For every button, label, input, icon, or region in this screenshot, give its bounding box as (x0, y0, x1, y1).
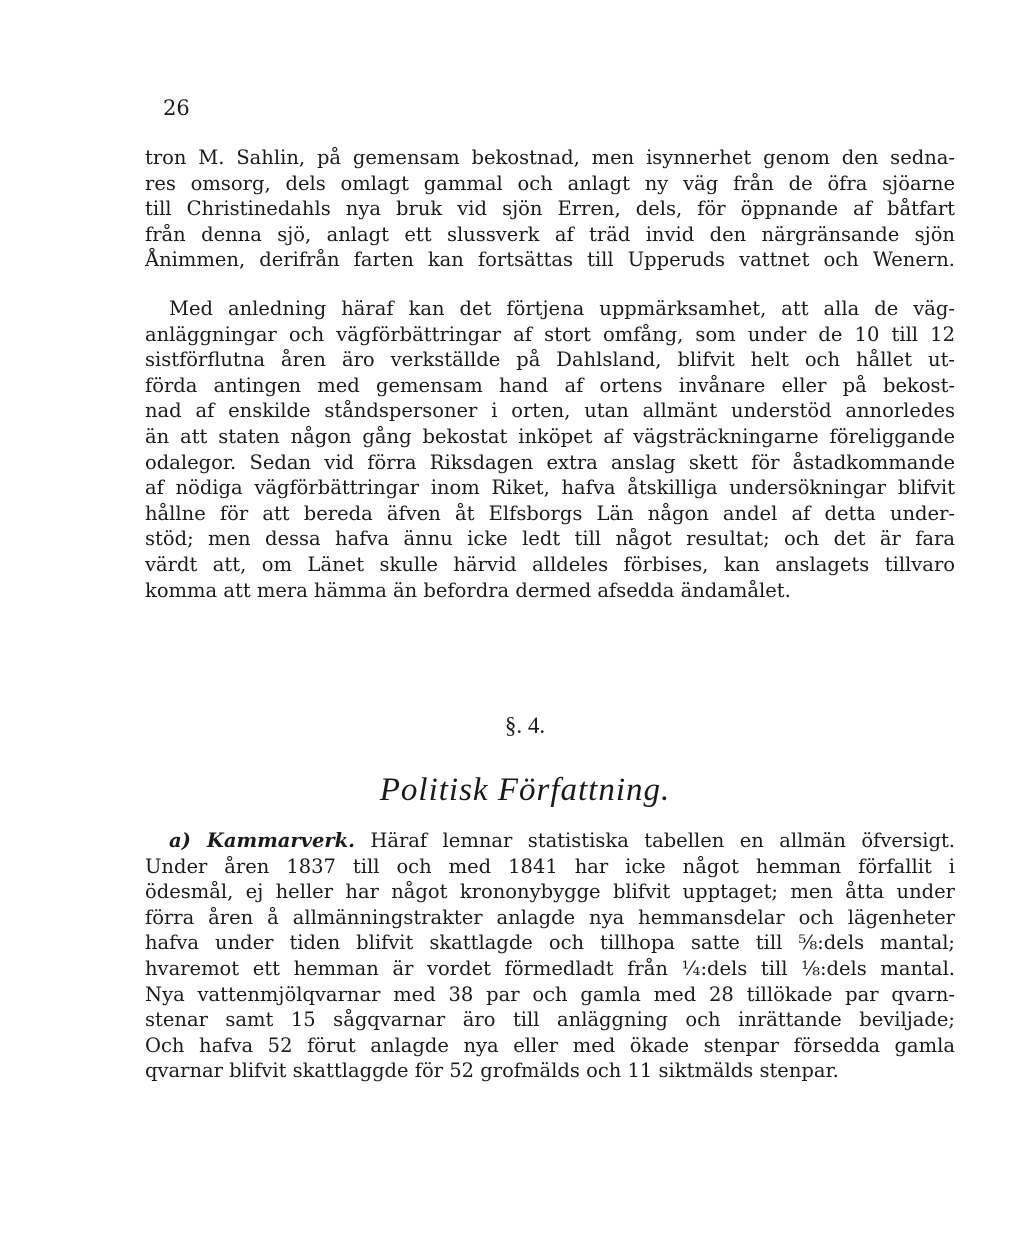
text-line: res omsorg, dels omlagt gammal och anlagt ny väg från de öfra sjöarne (145, 171, 955, 195)
text-line: förra åren å allmänningstrakter anlagde nya hemmansdelar och lägenheter (145, 905, 955, 929)
text-line: hållne för att bereda äfven åt Elfsborgs Län någon andel af detta under- (145, 501, 955, 525)
text-line: hvaremot ett hemman är vordet förmedladt från ¼:dels till ⅛:dels mantal. (145, 956, 955, 980)
text-line: förda antingen med gemensam hand af ortens invånare eller på bekost- (145, 373, 955, 397)
text-line: värdt att, om Länet skulle härvid alldeles förbises, kan anslagets tillvaro (145, 552, 955, 576)
text-line: af nödiga vägförbättringar inom Riket, hafva åtskilliga undersökningar blifvit (145, 476, 955, 500)
text-line: än att staten någon gång bekostat inköpet af vägsträckningarne föreliggande (145, 424, 955, 448)
text-line: tron M. Sahlin, på gemensam bekostnad, men isynnerhet genom den sedna- (145, 146, 955, 169)
paragraph-continuation (145, 145, 955, 273)
text-line: sistförflutna åren äro verkställde på Dahlsland, blifvit helt och hållet ut- (145, 348, 955, 372)
runin-heading: a) Kammarverk. (169, 829, 355, 852)
text-line: hafva under tiden blifvit skattlagde och tillhopa satte till ⅝:dels mantal; (145, 931, 955, 955)
text-line: Med anledning häraf kan det förtjena uppmärksamhet, att alla de väg- (169, 297, 955, 320)
paragraph-road-works (145, 296, 955, 603)
text-line: ödesmål, ej heller har något krononybygge blifvit upptaget; men åtta under (145, 880, 955, 904)
text-line: stöd; men dessa hafva ännu icke ledt till något resultat; och det är fara (145, 527, 955, 551)
text-line: Under åren 1837 till och med 1841 har icke något hemman förfallit i (145, 854, 955, 878)
paragraph-kammarverk (145, 828, 955, 1084)
text-line: komma att mera hämma än befordra dermed afsedda ändamålet. (145, 578, 791, 602)
text-line: stenar samt 15 sågqvarnar äro till anläggning och inrättande beviljade; (145, 1008, 955, 1032)
page-number: 26 (163, 96, 190, 120)
text-line: nad af enskilde ståndspersoner i orten, utan allmänt understöd annorledes (145, 399, 955, 423)
text-line: Nya vattenmjölqvarnar med 38 par och gamla med 28 tillökade par qvarn- (145, 982, 955, 1006)
text-line: från denna sjö, anlagt ett slussverk af träd invid den närgränsande sjön (145, 222, 955, 246)
runin-text: Häraf lemnar statistiska tabellen en allmän öfversigt. (354, 829, 955, 852)
text-line: anläggningar och vägförbättringar af stort omfång, som under de 10 till 12 (145, 322, 955, 346)
section-heading: Politisk Författning. (379, 772, 671, 808)
text-line: Ånimmen, derifrån farten kan fortsättas till Upperuds vattnet och Wenern. (145, 248, 955, 272)
text-line: Och hafva 52 förut anlagde nya eller med ökade stenpar försedda gamla (145, 1033, 955, 1057)
text-line-runin (145, 828, 955, 854)
text-line: qvarnar blifvit skattlaggde för 52 grofmälds och 11 siktmälds stenpar. (145, 1059, 839, 1083)
section-number: §. 4. (504, 713, 546, 738)
text-line: till Christinedahls nya bruk vid sjön Erren, dels, för öppnande af båtfart (145, 197, 955, 221)
text-line: odalegor. Sedan vid förra Riksdagen extra anslag skett för åstadkommande (145, 450, 955, 474)
